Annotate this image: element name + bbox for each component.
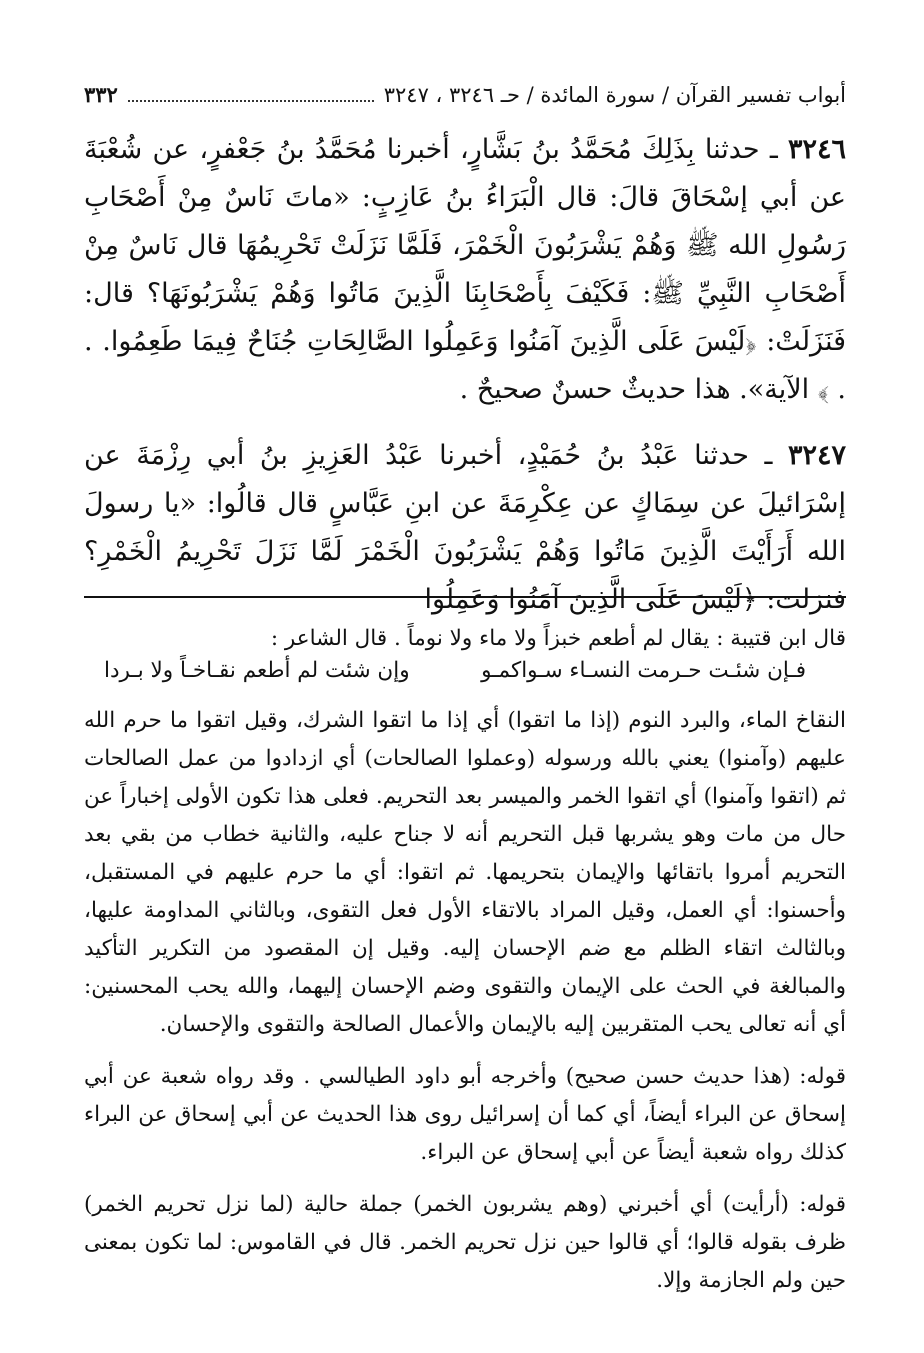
hadith-number: ٣٢٤٧	[787, 440, 846, 471]
hadith-text: ـ حدثنا عَبْدُ بنُ حُمَيْدٍ، أخبرنا عَبْدُ العَزِيزِ بنُ أبي رِزْمَةَ عن إسْرَائيلَ عن سِمَاكٍ عن عِكْرِمَةَ عن ابنِ عَبَّاسٍ قال قالُوا: «يا رسولَ الله أَرَأَيْتَ الَّذِينَ مَاتُوا وَهُمْ يَشْرَبُونَ الْخَمْرَ لَمَّا نَزَلَ تَحْرِيمُ الْخَمْرِ؟ فنزلت: ﴿لَيْسَ عَلَى الَّذِينَ آمَنُوا وَعَمِلُوا	[84, 440, 846, 615]
commentary-paragraph: النقاخ الماء، والبرد النوم (إذا ما اتقوا) أي إذا ما اتقوا الشرك، وقيل اتقوا ما حرم الله عليهم (وآمنوا) يعني بالله ورسوله (وعملوا الصالحات) أي ازدادوا من عمل الصالحات ثم (اتقوا وآمنوا) أي اتقوا الخمر والميسر بعد التحريم. فعلى هذا تكون الأولى إخباراً عن حال من مات وهو يشربها قبل التحريم أنه لا جناح عليه، والثانية خطاب من بقي بعد التحريم أمروا باتقائها والإيمان بتحريمها. ثم اتقوا: أي ما حرم عليهم في المستقبل، وأحسنوا: أي العمل، وقيل المراد بالاتقاء الأول فعل التقوى، وبالثاني المداومة عليها، وبالثالث اتقاء الظلم مع ضم الإحسان إليه. وقيل إن المقصود من التكرير التأكيد والمبالغة في الحث على الإيمان والتقوى وضم الإحسان إليهما، والله يحب المحسنين: أي أنه تعالى يحب المتقربين إليه بالإيمان والأعمال الصالحة والتقوى والإحسان.	[84, 708, 846, 1037]
header-title: أبواب تفسير القرآن / سورة المائدة / حـ ٣٢٤٦ ، ٣٢٤٧	[383, 83, 846, 107]
poem-hemistich-1: فـإن شئـت حـرمت النسـاء سـواكمـو	[481, 658, 806, 683]
commentary-section	[84, 620, 846, 1300]
page-number: ٣٣٢	[84, 82, 118, 107]
hadith-number: ٣٢٤٦	[787, 134, 846, 165]
hadith-3246	[84, 126, 846, 414]
poem-hemistich-2: وإن شئت لم أطعم نقـاخـاً ولا بـردا	[104, 658, 410, 683]
header-dotted-leader	[128, 86, 374, 102]
commentary-paragraph: قوله: (هذا حديث حسن صحيح) وأخرجه أبو داود الطيالسي . وقد رواه شعبة عن أبي إسحاق عن البراء أيضاً، أي كما أن إسرائيل روى هذا الحديث عن أبي إسحاق عن البراء كذلك رواه شعبة أيضاً عن أبي إسحاق عن البراء.	[84, 1064, 846, 1165]
hadith-3247-container	[84, 432, 846, 615]
commentary-paragraph: قوله: (أرأيت) أي أخبرني (وهم يشربون الخمر) جملة حالية (لما نزل تحريم الخمر) ظرف بقوله قالوا؛ أي قالوا حين نزل تحريم الخمر. قال في القاموس: لما تكون بمعنى حين ولم الجازمة وإلا.	[84, 1192, 846, 1293]
hadith-text: ـ حدثنا بِذَلِكَ مُحَمَّدُ بنُ بَشَّارٍ، أخبرنا مُحَمَّدُ بنُ جَعْفرٍ، عن شُعْبَةَ عن أبي إسْحَاقَ قالَ: قال الْبَرَاءُ بنُ عَازِبٍ: «ماتَ نَاسٌ مِنْ أَصْحَابِ رَسُولِ الله ﷺ وَهُمْ يَشْرَبُونَ الْخَمْرَ، فَلَمَّا نَزَلَتْ تَحْرِيمُهَا قال نَاسٌ مِنْ أَصْحَابِ النَّبِيِّ ﷺ: فَكَيْفَ بِأَصْحَابِنَا الَّذِينَ مَاتُوا وَهُمْ يَشْرَبُونَهَا؟ قال: فَنَزَلَتْ: ﴿لَيْسَ عَلَى الَّذِينَ آمَنُوا وَعَمِلُوا الصَّالِحَاتِ جُنَاحٌ فِيمَا طَعِمُوا. . . ﴾ الآية». هذا حديثٌ حسنٌ صحيحٌ .	[84, 134, 846, 405]
running-header	[84, 80, 846, 110]
commentary-intro: قال ابن قتيبة : يقال لم أطعم خبزاً ولا ماء ولا نوماً . قال الشاعر :	[270, 626, 846, 651]
